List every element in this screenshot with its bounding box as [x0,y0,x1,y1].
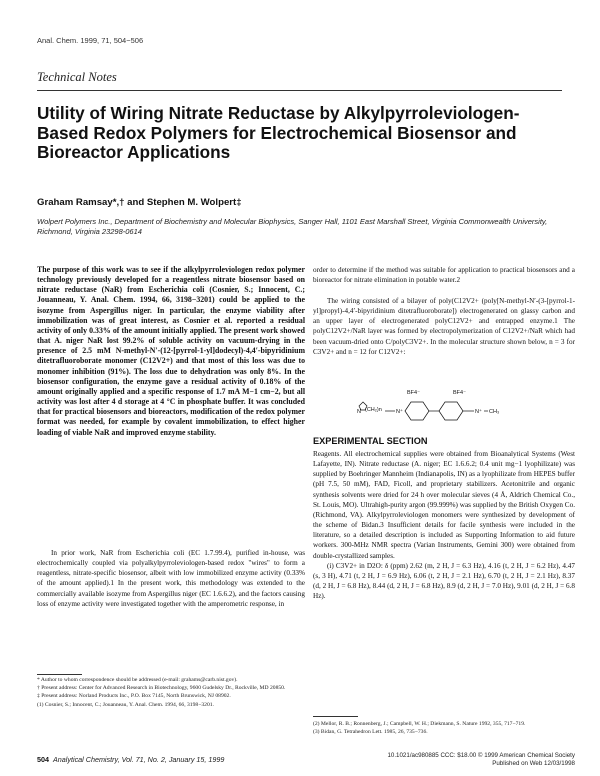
section-label: Technical Notes [37,70,117,84]
svg-text:N⁺: N⁺ [475,409,482,415]
svg-text:BF4⁻: BF4⁻ [407,390,420,396]
svg-text:N: N [357,409,361,415]
footer-doi [360,752,575,768]
footnote-present-address-1: † Present address: Center for Advanced Research in Biotechnology, 9600 Gudelsky Dr., Rockville, MD 20850. [37,685,286,692]
header-rule [37,90,562,91]
authors: Graham Ramsay*,† and Stephen M. Wolpert‡ [37,197,242,208]
doi-line: 10.1021/ac980885 CCC: $18.00 © 1999 American Chemical Society [387,752,575,759]
experimental-body [313,449,575,601]
abstract: The purpose of this work was to see if the alkylpyrroleviologen redox polymer technology previously developed for a reagentless nitrate biosensor based on nitrate reductase (NaR) from Escherichia coli (Cosnier, S.; Innocent, C.; Jouanneau, Y. Anal. Chem. 1994, 66, 3198−3201) could be applied to the isozyme from Aspergillus niger. In particular, the enzyme viability after immobilization was of great interest, as Cosnier et al. reported a residual activity of only 0.33% of the amount initially applied. The present work showed that A. niger NaR lost 99.2% of soluble activity on vacuum-drying in the presence of 2.5 mM N-methyl-N′-(12-[pyrrol-1-yl]dodecyl)-4,4′-bipyridinium ditetrafluoroborate monomer (C12V2+) and that most of this loss was due to monomer inhibition (91%). The loss due to dehydration was only 8%. In the biosensor configuration, the enzyme gave a residual activity of 0.18% of the amount originally applied and a specific response of 1.7 mA M−1 cm−2, but all activity was lost after 4 d storage at 4 °C in phosphate buffer. It was concluded that for practical biosensors and bioreactors, modification of the redox polymer format was needed, for example by covalent immobilization, to effect higher loading of viable NaR and improved enzyme stability. [37,265,305,437]
svg-text:CH₃: CH₃ [489,409,500,415]
published-line: Published on Web 12/03/1998 [492,759,575,767]
reference-2: (2) Mellor, R. B.; Ronnenberg, J.; Campbell, W. H.; Diekmann, S. Nature 1992, 355, 717−719. [313,721,526,727]
svg-text:BF4⁻: BF4⁻ [453,390,466,396]
reference-3: (3) Bidan, G. Tetrahedron Lett. 1985, 26, 735−736. [313,729,428,736]
svg-text:N⁺: N⁺ [396,409,403,415]
nmr-paragraph: (i) C3V2+ in D2O: δ (ppm) 2.62 (m, 2 H, J = 6.3 Hz), 4.16 (t, 2 H, J = 6.2 Hz), 4.47 (s, 3 H), 4.71 (t, 2 H, J = 6.9 Hz), 6.06 (t, 2 H, J = 2.1 Hz), 6.70 (t, 2 H, J = 2.1 Hz), 8.37 (d, 2 H, J = 6.8 Hz), 8.44 (d, 2 H, J = 6.8 Hz), 8.9 (d, 2 H, J = 7.0 Hz), 9.01 (d, 2 H, J = 6.8 Hz). [313,561,575,601]
reference-rule [313,716,358,717]
right-paragraph-1: order to determine if the method was suitable for application to practical biosensors and a bioreactor for nitrate elimination in potable water.2 [313,266,575,285]
footnotes [37,676,305,709]
affiliation: Wolpert Polymers Inc., Department of Biochemistry and Molecular Biophysics, Sanger Hall, 1101 East Marshall Street, Virginia Commonwealth University, Richmond, Virginia 23298-0614 [37,217,548,236]
footnote-rule [37,674,82,675]
footnote-corresponding: * Author to whom correspondence should be addressed (e-mail: grahams@carb.nist.gov). [37,677,238,683]
references [313,720,575,736]
journal-citation: Anal. Chem. 1999, 71, 504−506 [37,36,144,45]
right-paragraph-2: The wiring consisted of a bilayer of poly(C12V2+ (poly[N-methyl-N′-(3-[pyrrol-1-yl]propyl)-4,4′-bipyridinium ditetrafluoroborate]) electrogenerated on glassy carbon and an upper layer of electrogenerated polyC12V2+ and entrapped enzyme.1 The polyC12V2+/NaR layer was formed by electropolymerization of C12V2+/NaR which had been vacuum-dried onto C/polyC3V2+. In the molecular structure shown below, n = 3 for C3V2+ and n = 12 for C12V2+: [313,297,575,356]
reference-1: (1) Cosnier, S.; Innocent, C.; Jouanneau, Y. Anal. Chem. 1994, 66, 3198−3201. [37,701,214,708]
footnote-present-address-2: ‡ Present address: Norland Products Inc., P.O. Box 7145, North Brunswick, NJ 08902. [37,693,231,700]
page-number: 504 [37,755,49,764]
intro-paragraph: In prior work, NaR from Escherichia coli (EC 1.7.99.4), purified in-house, was electrochemically coupled via polyalkylpyrroleviologen-based redox "wires" to form a reagentless, nitrate-specific biosensor, albeit with low immobilized enzyme activity (0.33% of the amount applied).1 In the present work, this methodology was extended to the commercially available isozyme from Aspergillus niger (EC 1.6.6.2), and the factors causing loss of enzyme activity were investigated together with the amperometric response, in [37,549,305,608]
molecular-structure [355,388,525,424]
reagents-paragraph: Reagents. All electrochemical supplies were obtained from Bioanalytical Systems (West Lafayette, IN). Nitrate reductase (A. niger; EC 1.6.6.2; 0.4 unit mg−1 lyophilizate) was supplied by Boehringer Mannheim (Indianapolis, IN) as a lyophilizate from HEPES buffer (pH 7.5, 50 mM), FAD, Ficoll, and proprietary stabilizers. Acetonitrile and organic synthesis solvents were dried for 24 h over molecular sieves (4 Å, Aldrich Chemical Co., St. Louis, MO). Ultrahigh-purity argon (99.999%) was supplied by the British Oxygen Co. (Richmond, VA). Alkylpyrroleviologen monomers were synthesized by development of the scheme of Bidan.3 Insufficient details for facile synthesis were included in the literature, so a detailed description is included as Supporting Information to aid future workers. 300-MHz NMR spectra (Varian Instruments, Gemini 300) were obtained from double-crystallized samples. [313,450,575,560]
experimental-heading: EXPERIMENTAL SECTION [313,436,428,446]
footer-journal: Analytical Chemistry, Vol. 71, No. 2, January 15, 1999 [53,755,225,764]
svg-text:(CH₂)n: (CH₂)n [365,407,382,413]
article-title: Utility of Wiring Nitrate Reductase by Alkylpyrroleviologen-Based Redox Polymers for Electrochemical Biosensor and Bioreactor Applications [37,103,520,162]
